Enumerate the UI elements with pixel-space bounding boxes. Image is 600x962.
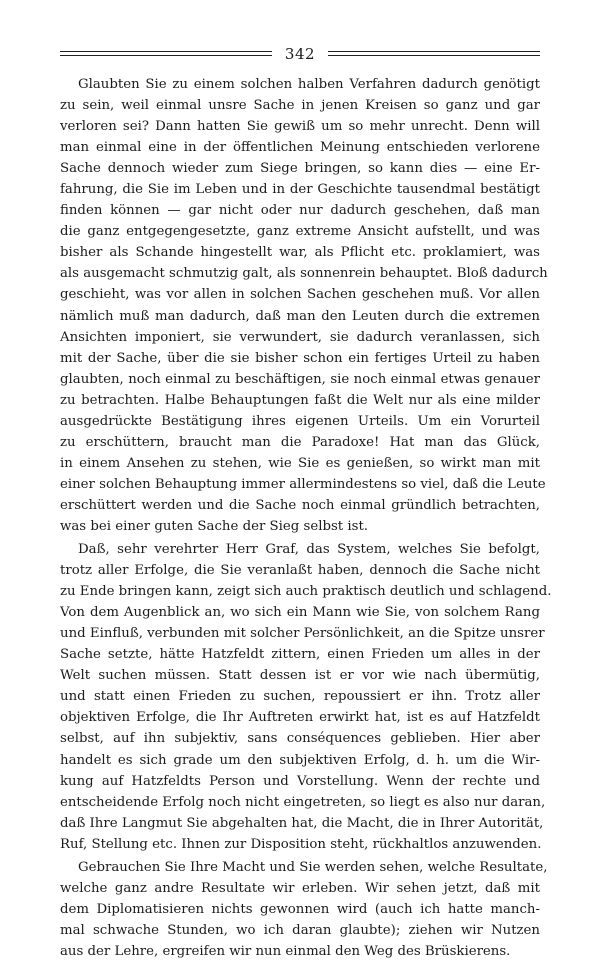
text-line: welche ganz andre Resultate wir erleben. Wir sehen jetzt, daß mit	[60, 880, 540, 896]
text-line: Daß, sehr verehrter Herr Graf, das System, welches Sie befolgt,	[78, 542, 540, 558]
text-line: Von dem Augenblick an, wo sich ein Mann wie Sie, von solchem Rang	[60, 605, 540, 621]
header-rule-right	[328, 51, 540, 56]
text-line: zu betrachten. Halbe Behauptungen faßt die Welt nur als eine milder	[60, 392, 540, 408]
text-line: und statt einen Frieden zu suchen, repoussiert er ihn. Trotz aller	[60, 689, 540, 705]
text-line: verloren sei? Dann hatten Sie gewiß um so mehr unrecht. Denn will	[60, 119, 540, 135]
text-line: zu Ende bringen kann, zeigt sich auch praktisch deutlich und schlagend.	[60, 584, 552, 600]
text-line: was bei einer guten Sache der Sieg selbst ist.	[60, 518, 369, 534]
text-line: bisher als Schande hingestellt war, als Pflicht etc. proklamiert, was	[60, 245, 540, 261]
body-text	[60, 74, 552, 962]
text-line: Glaubten Sie zu einem solchen halben Verfahren dadurch genötigt	[78, 77, 540, 92]
text-line: zu sein, weil einmal unsre Sache in jenen Kreisen so ganz und gar	[60, 98, 540, 114]
paragraph-1	[60, 74, 548, 537]
text-line: nämlich muß man dadurch, daß man den Leuten durch die extremen	[60, 308, 540, 324]
text-line: selbst, auf ihn subjektiv, sans conséquences geblieben. Hier aber	[60, 731, 540, 747]
paragraph-2	[60, 539, 552, 855]
text-line: die ganz entgegengesetzte, ganz extreme Ansicht aufstellt, und was	[60, 224, 540, 240]
text-line: geschieht, was vor allen in solchen Sachen geschehen muß. Vor allen	[60, 287, 540, 303]
text-line: ausgedrückte Bestätigung ihres eigenen Urteils. Um ein Vorurteil	[60, 413, 540, 429]
text-line: glaubten, noch einmal zu beschäftigen, sie noch einmal etwas genauer	[60, 371, 540, 387]
text-line: in einem Ansehen zu stehen, wie Sie es genießen, so wirkt man mit	[60, 455, 540, 471]
text-line: Sache setzte, hätte Hatzfeldt zittern, einen Frieden um alles in der	[60, 647, 540, 663]
text-line: dem Diplomatisieren nichts gewonnen wird (auch ich hatte manch-	[60, 901, 540, 917]
text-line: finden können — gar nicht oder nur dadurch geschehen, daß man	[60, 203, 540, 219]
text-line: objektiven Erfolge, die Ihr Auftreten erwirkt hat, ist es auf Hatzfeldt	[60, 710, 540, 726]
text-line: Ruf, Stellung etc. Ihnen zur Disposition steht, rückhaltlos anzuwenden.	[60, 836, 542, 852]
page-header	[60, 44, 540, 66]
text-line: trotz aller Erfolge, die Sie veranlaßt haben, dennoch die Sache nicht	[60, 563, 540, 579]
text-line: einer solchen Behauptung immer allermindestens so viel, daß die Leute	[60, 476, 546, 492]
text-line: handelt es sich grade um den subjektiven Erfolg, d. h. um die Wir-	[60, 752, 540, 768]
text-line: zu erschüttern, braucht man die Paradoxe! Hat man das Glück,	[60, 434, 540, 450]
text-line: man einmal eine in der öffentlichen Meinung entschieden verlorene	[60, 140, 540, 156]
text-line: daß Ihre Langmut Sie abgehalten hat, die Macht, die in Ihrer Autorität,	[60, 815, 544, 831]
text-line: mal schwache Stunden, wo ich daran glaubte); ziehen wir Nutzen	[60, 922, 540, 938]
paragraph-3	[60, 857, 548, 962]
text-line: und Einfluß, verbunden mit solcher Persönlichkeit, an die Spitze unsrer	[60, 626, 545, 642]
text-line: als ausgemacht schmutzig galt, als sonnenrein behauptet. Bloß dadurch	[60, 266, 548, 282]
text-line: Sache dennoch wieder zum Siege bringen, so kann dies — eine Er-	[60, 161, 540, 177]
text-line: mit der Sache, über die sie bisher schon ein fertiges Urteil zu haben	[60, 350, 540, 366]
text-line: Ansichten imponiert, sie verwundert, sie dadurch veranlassen, sich	[60, 329, 540, 345]
text-line: Gebrauchen Sie Ihre Macht und Sie werden sehen, welche Resultate,	[78, 859, 548, 875]
text-line: erschüttert werden und die Sache noch einmal gründlich betrachten,	[60, 497, 540, 513]
text-line: fahrung, die Sie im Leben und in der Geschichte tausendmal bestätigt	[60, 182, 540, 198]
text-line: aus der Lehre, ergreifen wir nun einmal den Weg des Brüskierens.	[60, 943, 511, 959]
text-line: entscheidende Erfolg noch nicht eingetreten, so liegt es also nur daran,	[60, 794, 546, 810]
text-line: Welt suchen müssen. Statt dessen ist er vor wie nach übermütig,	[60, 668, 540, 684]
text-line: kung auf Hatzfeldts Person und Vorstellung. Wenn der rechte und	[60, 773, 540, 789]
page-number: 342	[284, 45, 316, 63]
